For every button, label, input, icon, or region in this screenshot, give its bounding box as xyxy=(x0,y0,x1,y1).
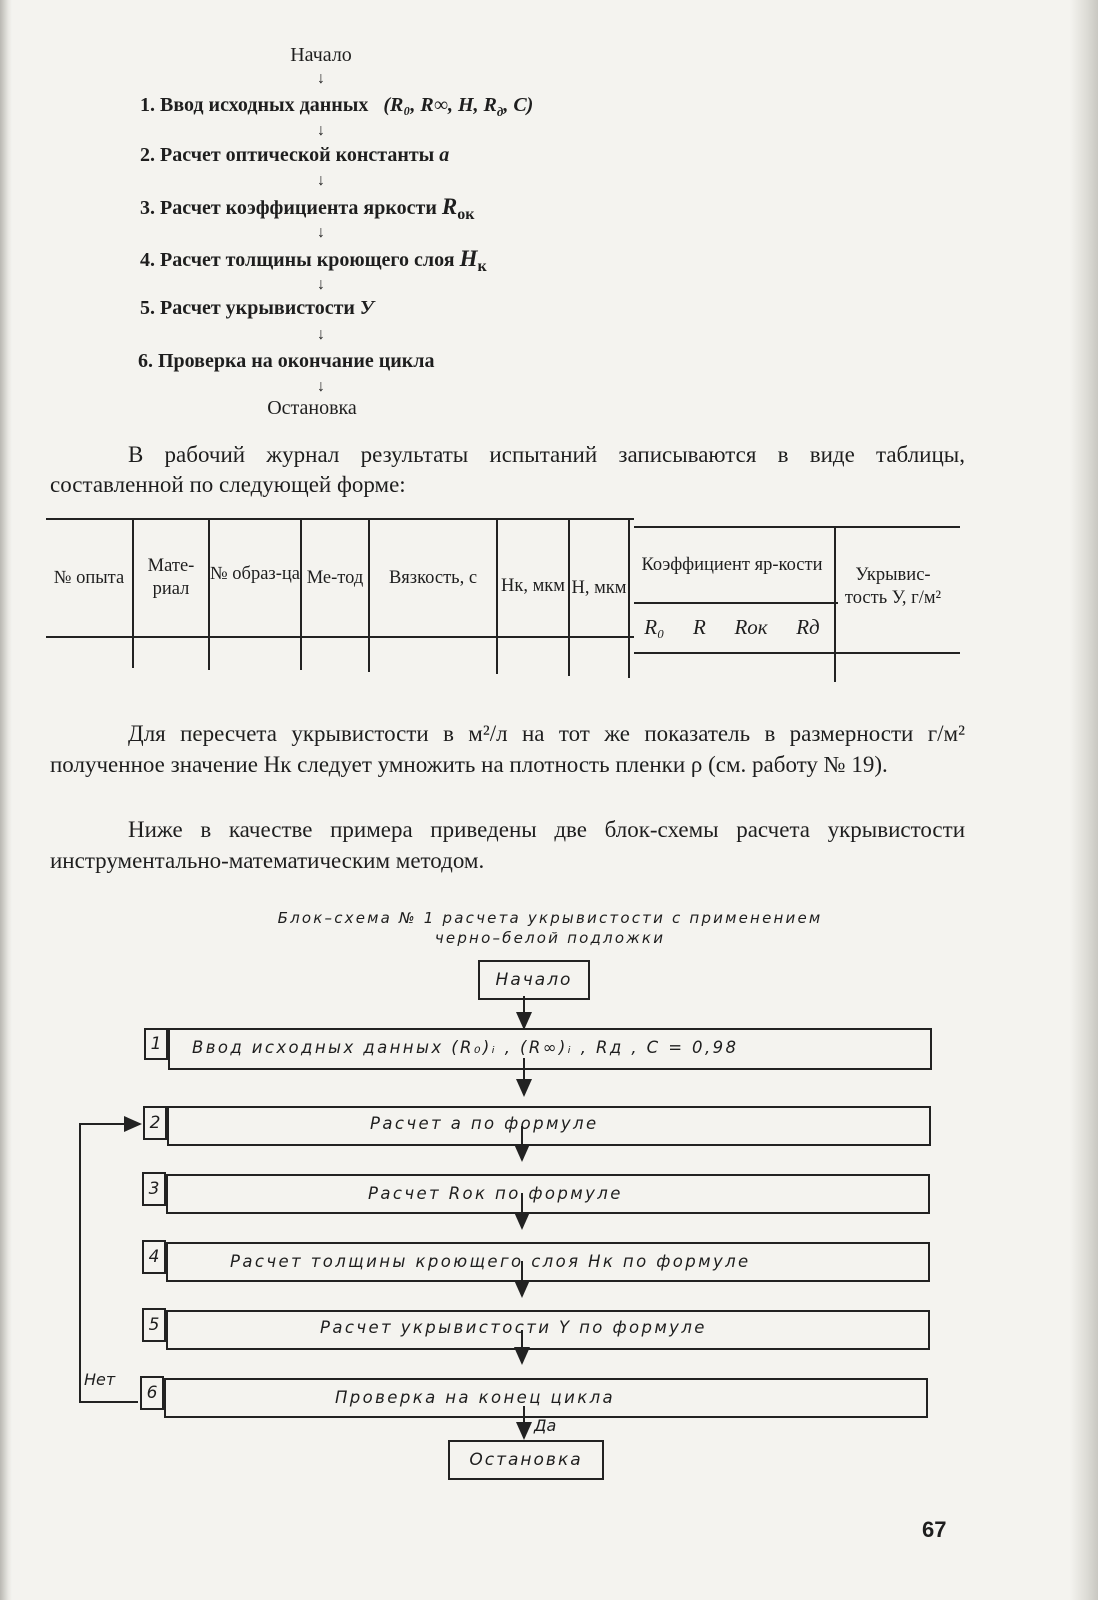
header-brightness-sub xyxy=(630,606,834,648)
flow-step-3-text: Расчет Rок по формуле xyxy=(368,1184,623,1203)
algo-stop: Остановка xyxy=(267,397,357,419)
flow-start: Начало xyxy=(478,960,590,1000)
header-viscosity: Вязкость, с xyxy=(388,567,478,588)
table-rule xyxy=(634,602,838,604)
paragraph-intro: В рабочий журнал результаты испытаний записываются в виде таблицы, составленной по следующей форме: xyxy=(50,442,965,497)
flow-stop: Остановка xyxy=(448,1440,604,1480)
algo-step-4: 4. Расчет толщины кроющего слоя $H_к$ xyxy=(140,246,487,275)
flow-step-6-text: Проверка на конец цикла xyxy=(335,1388,616,1407)
table-rule xyxy=(634,526,960,528)
table-rule xyxy=(46,636,634,638)
text-algorithm xyxy=(0,0,1098,440)
step-number: 3 xyxy=(142,1172,166,1206)
page-number: 67 xyxy=(922,1517,947,1542)
algo-step-1: 1. Ввод исходных данных (R₀, R∞, H, $R_д$, C) xyxy=(140,94,534,119)
loop-back-arrow xyxy=(80,1124,140,1402)
header-rd: Rд xyxy=(796,614,820,639)
flowchart-title-line2: черно–белой подложки xyxy=(434,929,666,947)
paragraph-recalc: Для пересчета укрывистости в м²/л на тот же показатель в размерности г/м² полученное значение Hк следует умножить на плотность пленки ρ (см. работу № 19). xyxy=(50,721,965,777)
yes-label: Да xyxy=(534,1416,557,1435)
table-rule xyxy=(46,518,634,520)
step-number: 2 xyxy=(143,1106,167,1140)
algo-arrow: ↓ xyxy=(317,326,325,343)
step-number: 1 xyxy=(144,1028,168,1060)
algo-arrow: ↓ xyxy=(317,224,325,241)
flowchart-title-line1: Блок–схема № 1 расчета укрывистости с применением xyxy=(277,909,823,927)
algo-start: Начало xyxy=(290,44,352,66)
header-method: Ме-тод xyxy=(306,567,364,588)
flow-step-5-text: Расчет укрывистости Y по формуле xyxy=(320,1318,707,1337)
algo-arrow: ↓ xyxy=(317,70,325,87)
algo-arrow: ↓ xyxy=(317,378,325,395)
table-rule xyxy=(634,652,960,654)
header-hk: Hк, мкм xyxy=(500,575,565,596)
algo-step-2: 2. Расчет оптической константы a xyxy=(140,144,450,166)
algo-step-3: 3. Расчет коэффициента яркости $R_{ок}$ xyxy=(140,194,475,223)
header-coverage: Укрывис-тость У, г/м² xyxy=(844,565,942,608)
header-sample-no: № образ-ца xyxy=(210,563,300,584)
step-number: 4 xyxy=(142,1240,166,1274)
header-brightness: Коэффициент яр-кости xyxy=(641,554,823,575)
algo-arrow: ↓ xyxy=(317,122,325,139)
header-r: R xyxy=(693,614,706,639)
flow-step-2-text: Расчет a по формуле xyxy=(370,1114,599,1133)
header-h: H, мкм xyxy=(571,577,627,598)
header-rok: Rок xyxy=(734,614,768,639)
no-label: Нет xyxy=(84,1370,116,1389)
header-material: Мате-риал xyxy=(147,556,195,599)
flow-step-1-text: Ввод исходных данных (R₀)ᵢ , (R∞)ᵢ , Rд , C = 0,98 xyxy=(192,1038,739,1057)
table-rule xyxy=(834,526,836,682)
results-table-form xyxy=(46,518,960,693)
algo-arrow: ↓ xyxy=(317,172,325,189)
algo-step-6: 6. Проверка на окончание цикла xyxy=(138,350,435,372)
algo-step-5: 5. Расчет укрывистости У xyxy=(140,297,374,319)
flow-step-4-text: Расчет толщины кроющего слоя Hк по формуле xyxy=(230,1252,751,1271)
step-number: 6 xyxy=(140,1376,164,1410)
header-r0: R₀ xyxy=(644,614,665,639)
paragraph-example: Ниже в качестве примера приведены две блок-схемы расчета укрывистости инструментально-математическим методом. xyxy=(50,817,965,873)
algo-arrow: ↓ xyxy=(317,276,325,293)
flowchart xyxy=(0,908,1098,1508)
step-number: 5 xyxy=(142,1308,166,1342)
header-exp-no: № опыта xyxy=(53,567,125,588)
